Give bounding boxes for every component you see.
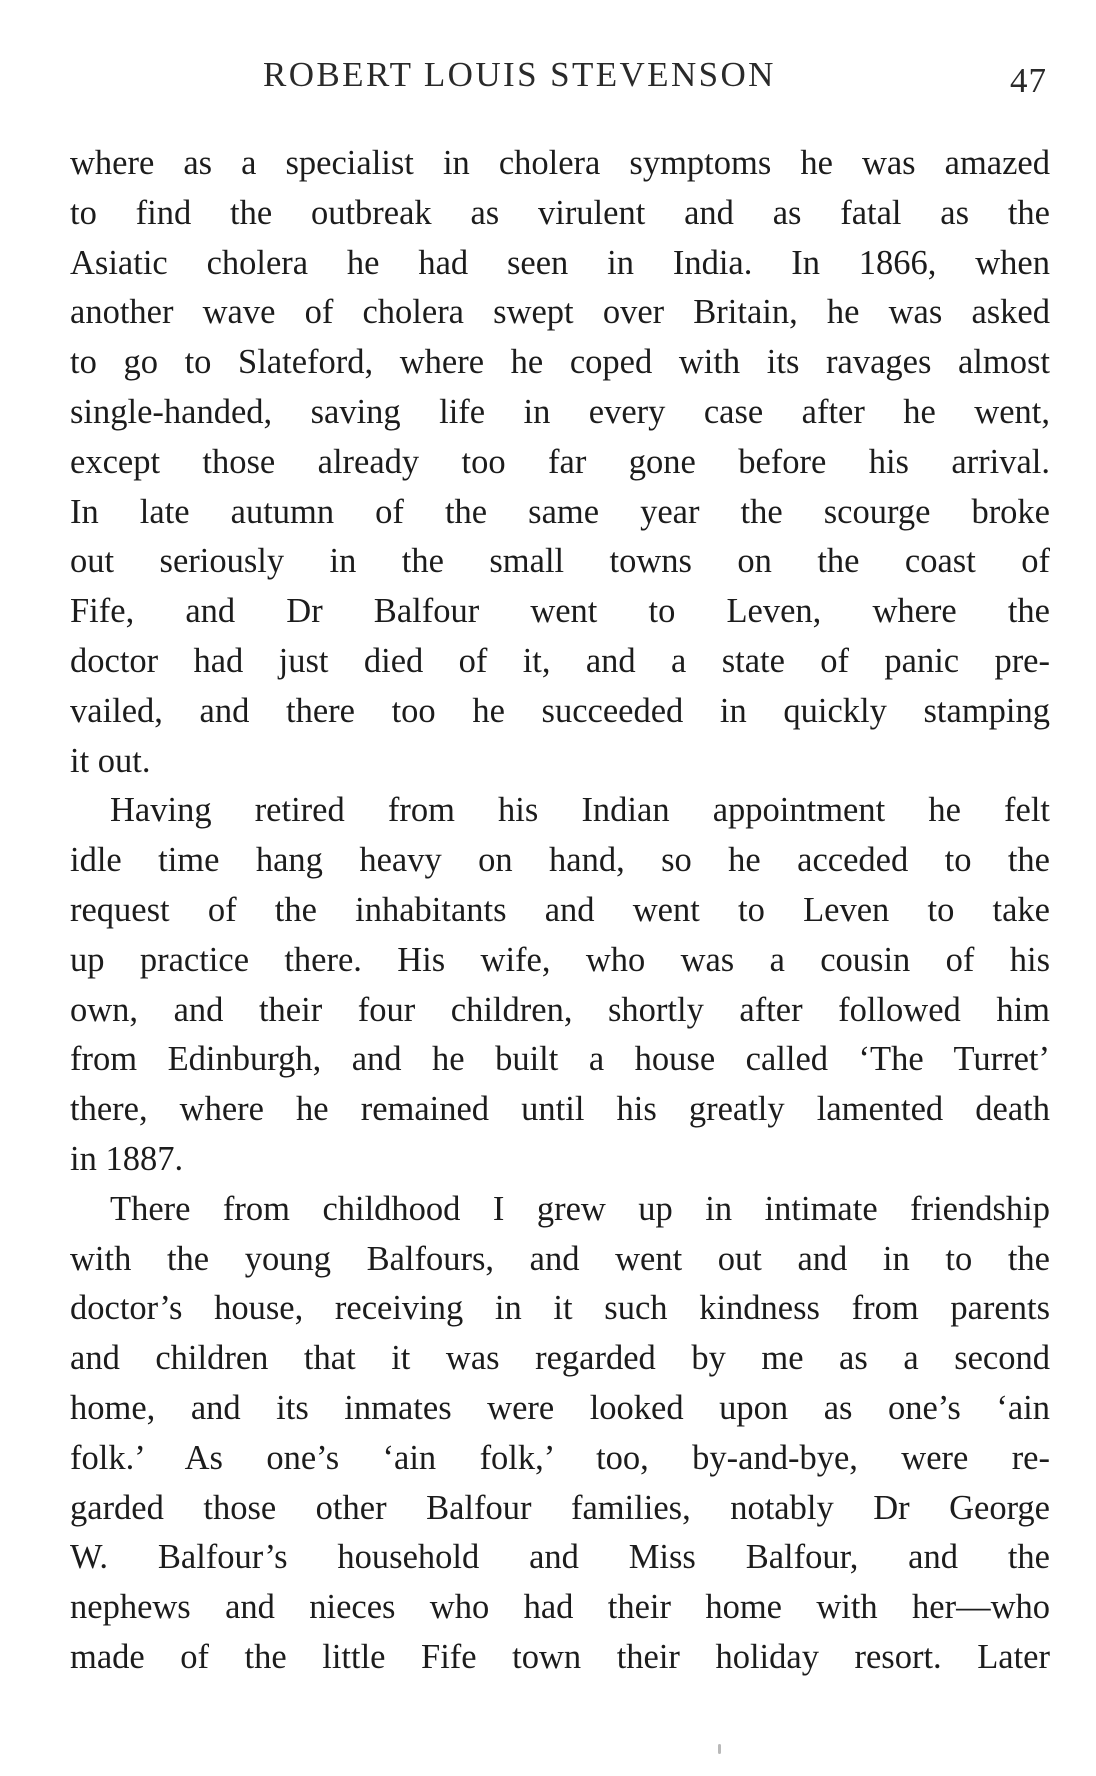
text-line: Asiatic cholera he had seen in India. In 1866, when: [70, 243, 1050, 282]
text-line: single-handed, saving life in every case after he went,: [70, 392, 1050, 431]
text-line: Fife, and Dr Balfour went to Leven, where the: [70, 592, 1050, 631]
text-line: nephews and nieces who had their home with her—who: [70, 1588, 1050, 1627]
running-title: ROBERT LOUIS STEVENSON: [263, 55, 776, 94]
body-text: [70, 139, 1050, 1683]
text-line: except those already too far gone before his arrival.: [70, 442, 1050, 481]
text-line: request of the inhabitants and went to Leven to take: [70, 890, 1050, 929]
paper-speck: [718, 1744, 721, 1754]
text-line: In late autumn of the same year the scourge broke: [70, 492, 1050, 531]
text-line: W. Balfour’s household and Miss Balfour, and the: [70, 1538, 1050, 1577]
text-line: made of the little Fife town their holiday resort. Later: [70, 1637, 1050, 1676]
text-line: garded those other Balfour families, notably Dr George: [70, 1488, 1050, 1527]
text-line: from Edinburgh, and he built a house called ‘The Turret’: [70, 1040, 1050, 1079]
text-line: another wave of cholera swept over Britain, he was asked: [70, 293, 1050, 332]
text-line: vailed, and there too he succeeded in quickly stamping: [70, 691, 1050, 730]
text-line: Having retired from his Indian appointment he felt: [110, 791, 1050, 830]
text-line: in 1887.: [70, 1139, 184, 1178]
page-number: 47: [1010, 61, 1047, 100]
text-line: to find the outbreak as virulent and as fatal as the: [70, 193, 1050, 232]
text-line: to go to Slateford, where he coped with its ravages almost: [70, 343, 1050, 382]
text-line: doctor had just died of it, and a state of panic pre-: [70, 641, 1050, 680]
text-line: doctor’s house, receiving in it such kindness from parents: [70, 1289, 1050, 1328]
paragraph: [70, 786, 1050, 1184]
text-line: out seriously in the small towns on the coast of: [70, 542, 1050, 581]
paragraph: [70, 1185, 1050, 1683]
text-line: own, and their four children, shortly after followed him: [70, 990, 1050, 1029]
text-line: with the young Balfours, and went out and in to the: [70, 1239, 1050, 1278]
text-line: and children that it was regarded by me as a second: [70, 1339, 1050, 1378]
text-line: idle time hang heavy on hand, so he acceded to the: [70, 841, 1050, 880]
text-line: folk.’ As one’s ‘ain folk,’ too, by-and-bye, were re-: [70, 1438, 1050, 1477]
text-line: up practice there. His wife, who was a cousin of his: [70, 940, 1050, 979]
text-line: where as a specialist in cholera symptoms he was amazed: [70, 144, 1050, 182]
text-line: home, and its inmates were looked upon as one’s ‘ain: [70, 1388, 1050, 1427]
running-head: [0, 50, 1096, 100]
text-line: it out.: [70, 741, 151, 780]
text-line: there, where he remained until his greatly lamented death: [70, 1090, 1050, 1129]
paragraph: [70, 139, 1050, 786]
text-line: There from childhood I grew up in intimate friendship: [110, 1189, 1050, 1228]
